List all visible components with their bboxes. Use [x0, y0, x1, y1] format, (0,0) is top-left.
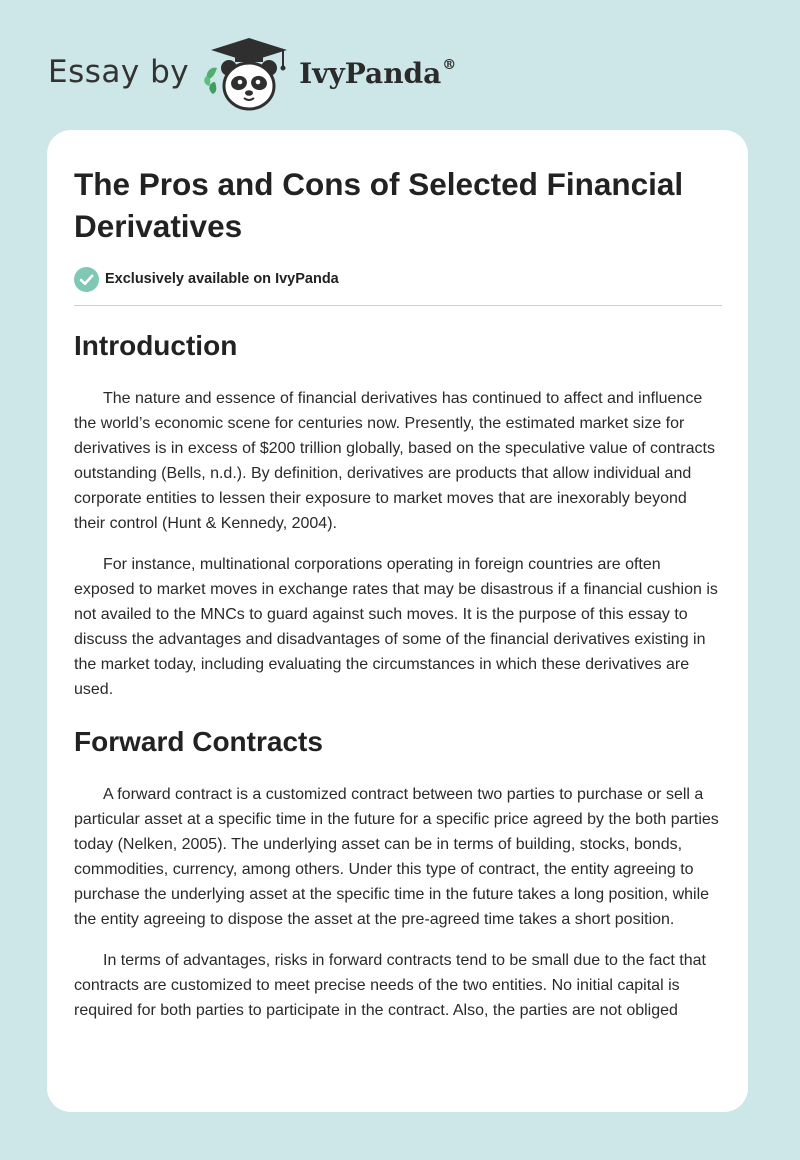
section-heading-forward-contracts: Forward Contracts	[74, 726, 323, 757]
title-divider	[74, 305, 722, 306]
essay-title: The Pros and Cons of Selected Financial Derivatives	[74, 166, 684, 244]
section-heading-introduction: Introduction	[74, 330, 238, 361]
paragraph: For instance, multinational corporations operating in foreign countries are often exposed to market moves in exchange rates that may be disastrous if a financial cushion is not availed to the MNCs to guard against such moves. It is the purpose of this essay to discuss the advantages and disadvantages of some of the financial derivatives existing in the market today, including evaluating the circumstances in which these derivatives are used.	[74, 556, 718, 698]
essay-content	[74, 163, 722, 1023]
check-circle-icon	[74, 267, 99, 292]
paragraph: A forward contract is a customized contract between two parties to purchase or sell a particular asset at a specific time in the future for a specific price agreed by the both parties today (Nelken, 2005). The underlying asset can be in terms of building, stocks, bonds, commodities, currency, among others. Under this type of contract, the entity agreeing to purchase the underlying asset at the specific time in the future takes a long position, while the entity agreeing to dispose the asset at the pre-agreed time takes a short position.	[74, 786, 719, 928]
paragraph: The nature and essence of financial derivatives has continued to affect and influence the world’s economic scene for centuries now. Presently, the estimated market size for derivatives is in excess of $200 trillion globally, based on the speculative value of contracts outstanding (Bells, n.d.). By definition, derivatives are products that allow individual and corporate entities to lessen their exposure to market moves that are inexorably beyond their control (Hunt & Kennedy, 2004).	[74, 390, 715, 532]
paragraph: In terms of advantages, risks in forward contracts tend to be small due to the fact that contracts are customized to meet precise needs of the two entities. No initial capital is required for both parties to participate in the contract. Also, the parties are not obliged	[74, 952, 706, 1019]
brand-name	[299, 57, 456, 90]
essay-card	[47, 130, 748, 1112]
exclusive-badge	[74, 266, 722, 292]
site-header	[48, 36, 456, 112]
registered-mark: ®	[442, 56, 457, 73]
panda-graduate-logo-icon[interactable]	[203, 36, 295, 112]
essay-by-label: Essay by	[48, 54, 190, 90]
exclusive-badge-label: Exclusively available on IvyPanda	[105, 271, 339, 287]
brand-text: IvyPanda	[299, 56, 442, 90]
